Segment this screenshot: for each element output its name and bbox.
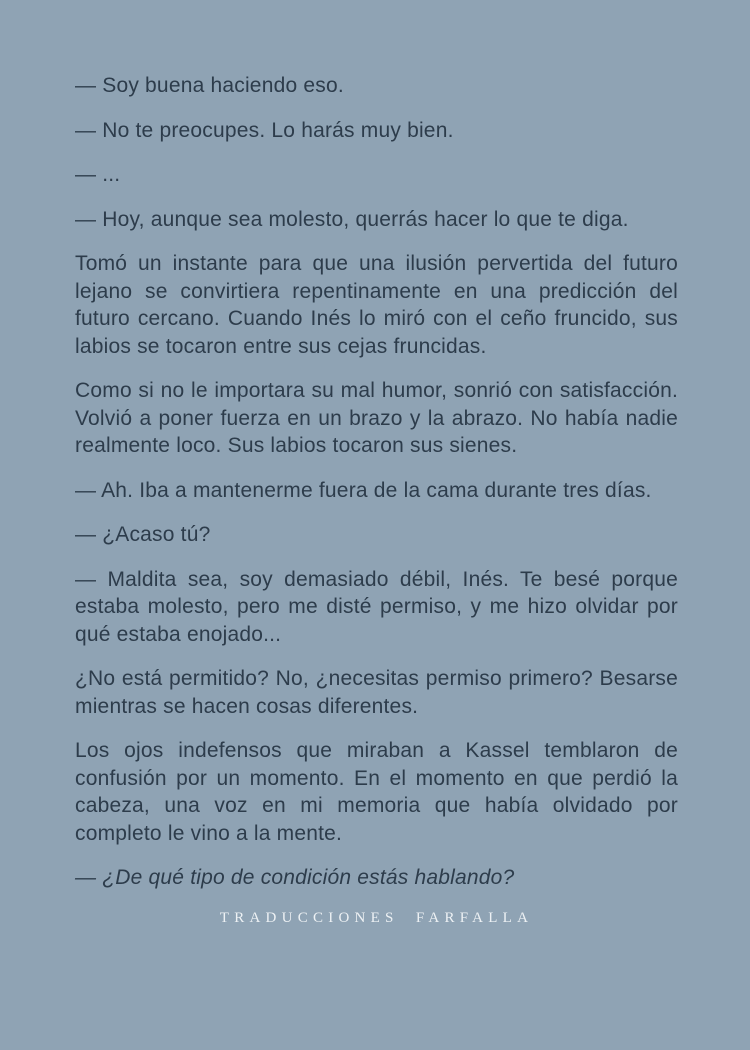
dialogue-line: — Maldita sea, soy demasiado débil, Inés. Te besé porque estaba molesto, pero me disté permiso, y me hizo olvidar por qué estaba enojado... (75, 567, 678, 646)
narration-paragraph: Los ojos indefensos que miraban a Kassel temblaron de confusión por un momento. En el momento en que perdió la cabeza, una voz en mi memoria que había olvidado por completo le vino a la mente. (75, 739, 678, 845)
narration-paragraph: ¿No está permitido? No, ¿necesitas permiso primero? Besarse mientras se hacen cosas diferentes. (75, 667, 678, 718)
narration-paragraph: Como si no le importara su mal humor, sonrió con satisfacción. Volvió a poner fuerza en un brazo y la abrazo. No había nadie realmente loco. Sus labios tocaron sus sienes. (75, 379, 678, 457)
dialogue-line: — ... (75, 163, 121, 186)
dialogue-line-italic: — ¿De qué tipo de condición estás hablando? (75, 866, 515, 889)
narration-paragraph: Tomó un instante para que una ilusión pervertida del futuro lejano se convirtiera repentinamente en una predicción del futuro cercano. Cuando Inés lo miró con el ceño fruncido, sus labios se tocaron entre sus cejas fruncidas. (75, 252, 678, 358)
translator-watermark: TRADUCCIONES FARFALLA (219, 909, 534, 926)
dialogue-line: — Ah. Iba a mantenerme fuera de la cama durante tres días. (75, 478, 652, 502)
dialogue-line: — Hoy, aunque sea molesto, querrás hacer lo que te diga. (75, 207, 629, 231)
dialogue-line: — Soy buena haciendo eso. (75, 74, 344, 97)
chapter-text (75, 72, 678, 892)
dialogue-line: — No te preocupes. Lo harás muy bien. (75, 118, 454, 142)
dialogue-line: — ¿Acaso tú? (75, 523, 211, 546)
